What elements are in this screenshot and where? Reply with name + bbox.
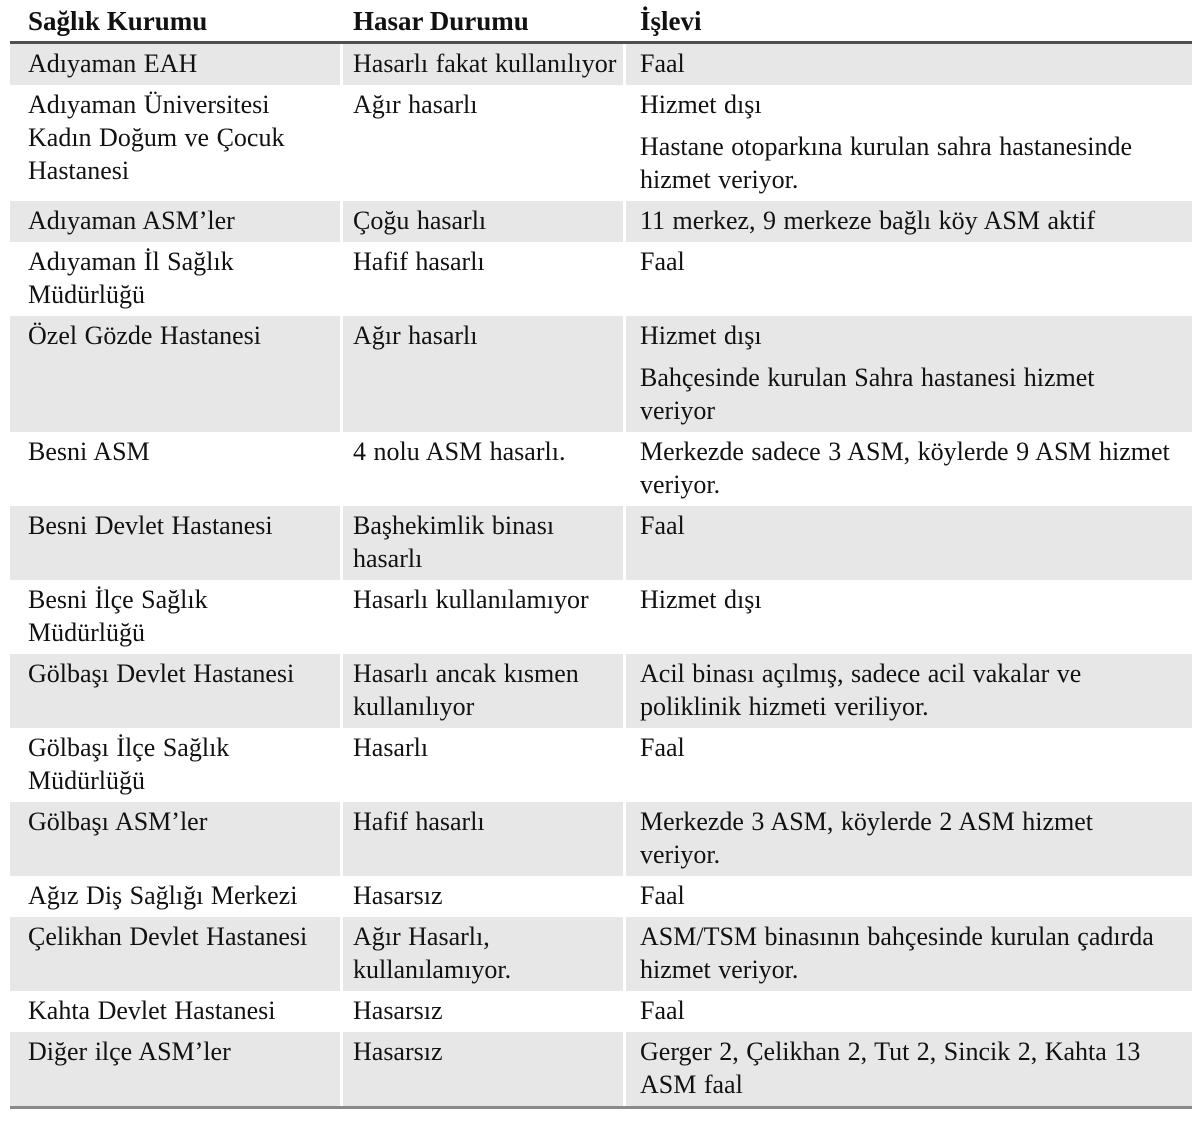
- kurum-cell: [10, 802, 340, 876]
- islev-cell: [626, 917, 1192, 991]
- islev-text: Gerger 2, Çelikhan 2, Tut 2, Sincik 2, Kahta 13 ASM faal: [640, 1037, 1141, 1099]
- hasar-cell: [343, 1032, 623, 1106]
- kurum-text: Adıyaman EAH: [28, 49, 198, 78]
- table-row: [10, 316, 1192, 432]
- table-row: [10, 201, 1192, 242]
- islev-cell: [626, 44, 1192, 85]
- hasar-text: Ağır hasarlı: [353, 321, 478, 350]
- hasar-text: Hasarlı kullanılamıyor: [353, 585, 589, 614]
- islev-cell: [626, 580, 1192, 654]
- islev-text: Hizmet dışı: [640, 585, 762, 614]
- kurum-cell: [10, 506, 340, 580]
- kurum-text: Gölbaşı ASM’ler: [28, 807, 208, 836]
- hasar-text: Ağır hasarlı: [353, 90, 478, 119]
- table-row: [10, 802, 1192, 876]
- kurum-cell: [10, 876, 340, 917]
- islev-text: Faal: [640, 247, 685, 276]
- islev-text: 11 merkez, 9 merkeze bağlı köy ASM aktif: [640, 206, 1096, 235]
- kurum-text: Özel Gözde Hastanesi: [28, 321, 262, 350]
- kurum-cell: [10, 201, 340, 242]
- hasar-cell: [343, 201, 623, 242]
- table-row: [10, 991, 1192, 1032]
- hasar-cell: [343, 432, 623, 506]
- kurum-cell: [10, 654, 340, 728]
- kurum-cell: [10, 917, 340, 991]
- table-row: [10, 728, 1192, 802]
- kurum-text: Adıyaman Üniversitesi Kadın Doğum ve Çocuk Hastanesi: [28, 90, 285, 185]
- kurum-text: Besni İlçe Sağlık Müdürlüğü: [28, 585, 208, 647]
- islev-text: Merkezde 3 ASM, köylerde 2 ASM hizmet veriyor.: [640, 807, 1093, 869]
- islev-cell: [626, 316, 1192, 432]
- islev-text: Faal: [640, 881, 685, 910]
- islev-text: Hizmet dışı: [640, 321, 762, 350]
- islev-cell: [626, 242, 1192, 316]
- hasar-cell: [343, 44, 623, 85]
- table-row: [10, 85, 1192, 201]
- islev-text: Hizmet dışı: [640, 90, 762, 119]
- kurum-text: Çelikhan Devlet Hastanesi: [28, 922, 308, 951]
- hasar-cell: [343, 654, 623, 728]
- table-body: [10, 44, 1192, 1106]
- hasar-text: Başhekimlik binası hasarlı: [353, 511, 555, 573]
- hasar-text: Ağır Hasarlı, kullanılamıyor.: [353, 922, 512, 984]
- kurum-cell: [10, 1032, 340, 1106]
- hasar-text: Hasarsız: [353, 996, 443, 1025]
- table-row: [10, 876, 1192, 917]
- health-facilities-table: [10, 2, 1192, 1109]
- islev-cell: [626, 85, 1192, 201]
- kurum-text: Kahta Devlet Hastanesi: [28, 996, 276, 1025]
- column-header-islevi: İşlevi: [626, 2, 1192, 41]
- islev-text: Faal: [640, 49, 685, 78]
- kurum-cell: [10, 580, 340, 654]
- hasar-cell: [343, 917, 623, 991]
- hasar-cell: [343, 506, 623, 580]
- hasar-text: Hasarlı fakat kullanılıyor: [353, 49, 617, 78]
- table-row: [10, 1032, 1192, 1106]
- hasar-text: Hasarsız: [353, 1037, 443, 1066]
- islev-text: Faal: [640, 996, 685, 1025]
- hasar-text: Hasarlı ancak kısmen kullanılıyor: [353, 659, 579, 721]
- table-row: [10, 44, 1192, 85]
- kurum-text: Adıyaman ASM’ler: [28, 206, 235, 235]
- islev-cell: [626, 991, 1192, 1032]
- kurum-text: Gölbaşı Devlet Hastanesi: [28, 659, 295, 688]
- kurum-cell: [10, 242, 340, 316]
- table-row: [10, 917, 1192, 991]
- kurum-text: Ağız Diş Sağlığı Merkezi: [28, 881, 298, 910]
- header-row: [10, 2, 1192, 44]
- table-row: [10, 242, 1192, 316]
- islev-cell: [626, 506, 1192, 580]
- kurum-text: Diğer ilçe ASM’ler: [28, 1037, 231, 1066]
- islev-text: Faal: [640, 733, 685, 762]
- islev-cell: [626, 802, 1192, 876]
- kurum-cell: [10, 432, 340, 506]
- table-row: [10, 432, 1192, 506]
- islev-cell: [626, 728, 1192, 802]
- kurum-text: Besni ASM: [28, 437, 150, 466]
- islev-cell: [626, 1032, 1192, 1106]
- hasar-text: 4 nolu ASM hasarlı.: [353, 437, 566, 466]
- kurum-cell: [10, 85, 340, 201]
- hasar-text: Hasarsız: [353, 881, 443, 910]
- table-row: [10, 654, 1192, 728]
- islev-cell: [626, 876, 1192, 917]
- islev-cell: [626, 654, 1192, 728]
- hasar-text: Hafif hasarlı: [353, 247, 485, 276]
- islev-text: Merkezde sadece 3 ASM, köylerde 9 ASM hizmet veriyor.: [640, 437, 1170, 499]
- hasar-cell: [343, 316, 623, 432]
- kurum-text: Adıyaman İl Sağlık Müdürlüğü: [28, 247, 234, 309]
- hasar-cell: [343, 991, 623, 1032]
- islev-cell: [626, 432, 1192, 506]
- islev-text: ASM/TSM binasının bahçesinde kurulan çadırda hizmet veriyor.: [640, 922, 1154, 984]
- islev-note: Bahçesinde kurulan Sahra hastanesi hizmet veriyor: [640, 363, 1095, 425]
- hasar-cell: [343, 242, 623, 316]
- islev-note: Hastane otoparkına kurulan sahra hastanesinde hizmet veriyor.: [640, 132, 1133, 194]
- column-header-saglik-kurumu: Sağlık Kurumu: [10, 2, 340, 41]
- hasar-cell: [343, 85, 623, 201]
- kurum-text: Gölbaşı İlçe Sağlık Müdürlüğü: [28, 733, 230, 795]
- kurum-cell: [10, 44, 340, 85]
- hasar-cell: [343, 580, 623, 654]
- table-row: [10, 506, 1192, 580]
- hasar-cell: [343, 802, 623, 876]
- kurum-cell: [10, 728, 340, 802]
- hasar-text: Hasarlı: [353, 733, 429, 762]
- hasar-cell: [343, 728, 623, 802]
- hasar-text: Çoğu hasarlı: [353, 206, 487, 235]
- hasar-text: Hafif hasarlı: [353, 807, 485, 836]
- column-header-hasar-durumu: Hasar Durumu: [343, 2, 623, 41]
- kurum-cell: [10, 991, 340, 1032]
- kurum-text: Besni Devlet Hastanesi: [28, 511, 273, 540]
- table-row: [10, 580, 1192, 654]
- kurum-cell: [10, 316, 340, 432]
- islev-text: Faal: [640, 511, 685, 540]
- islev-text: Acil binası açılmış, sadece acil vakalar ve poliklinik hizmeti veriliyor.: [640, 659, 1082, 721]
- islev-cell: [626, 201, 1192, 242]
- hasar-cell: [343, 876, 623, 917]
